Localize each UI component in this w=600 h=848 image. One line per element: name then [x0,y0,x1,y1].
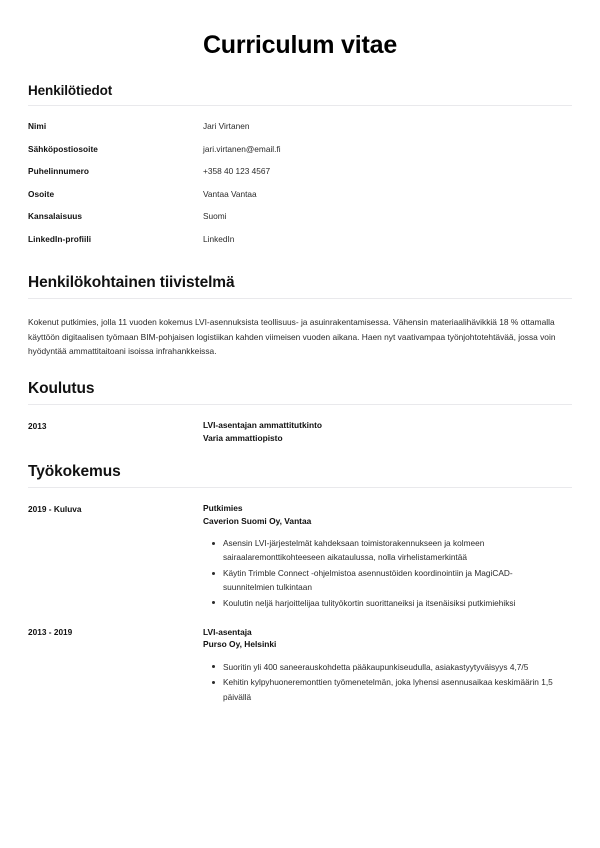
spacer-before-experience [28,444,572,462]
experience-organization: Caverion Suomi Oy, Vantaa [203,515,312,526]
experience-role: Putkimies [203,503,243,514]
detail-label: Kansalaisuus [28,211,83,221]
experience-organization: Purso Oy, Helsinki [203,639,277,650]
spacer-before-education [28,367,572,379]
section-summary [28,273,572,359]
list-item: Kehitin kylpyhuoneremonttien työmenetelmän, joka lyhensi asennusaikaa keskimäärin 1,5 päivällä [223,675,553,703]
detail-value: +358 40 123 4567 [203,166,271,176]
spacer-before-summary [28,255,572,273]
list-item: Käytin Trimble Connect -ohjelmistoa asennustöiden koordinointiin ja MagiCAD-suunnitelmien tulkintaan [223,566,553,594]
list-item: Suoritin yli 400 saneerauskohdetta pääkaupunkiseudulla, asiakastyytyväisyys 4,7/5 [223,660,553,674]
education-entry-body [203,419,572,444]
experience-role: LVI-asentaja [203,626,252,637]
section-divider [28,105,572,106]
detail-value: Vantaa Vantaa [203,188,257,199]
experience-entry [28,626,572,706]
section-divider [28,487,572,488]
section-heading-personal-details: Henkilötiedot [28,83,113,98]
experience-entry-body [203,502,572,612]
table-row [28,188,572,200]
table-row [28,233,572,245]
experience-period: 2013 - 2019 [28,627,73,638]
page-title: Curriculum vitae [202,31,398,59]
detail-label: Osoite [28,188,55,199]
detail-value: Suomi [203,211,227,221]
section-experience [28,462,572,705]
experience-bullet-list [203,660,572,704]
education-degree: LVI-asentajan ammattitutkinto [203,420,322,431]
detail-label: Puhelinnumero [28,166,90,176]
education-period: 2013 [28,420,47,431]
detail-label: Nimi [28,121,47,131]
section-education [28,379,572,444]
detail-value: Jari Virtanen [203,121,250,131]
table-row [28,210,572,222]
table-row [28,120,572,132]
experience-period: 2019 - Kuluva [28,503,82,514]
detail-value-linkedin[interactable]: LinkedIn [203,233,235,244]
list-item: Koulutin neljä harjoittelijaa tulityökortin suorittaneiksi ja itsenäisiksi putkimiehiksi [223,596,553,610]
summary-text: Kokenut putkimies, jolla 11 vuoden kokemus LVI-asennuksista teollisuus- ja asuinrakentamisessa. Vähensin materiaalihävikkiä 18 % ottamalla käyttöön digitaalisen työmaan BIM-pohjaisen logistiikan kahden viimeisen vuoden aikana. Haen nyt vaativampaa työnjohtotehtävää, jossa voin hyödyntää ammattitaitoani isoissa infrahankkeissa. [28,317,556,357]
section-heading-summary: Henkilökohtainen tiivistelmä [28,274,235,291]
section-divider [28,404,572,405]
education-institution: Varia ammattiopisto [203,432,283,443]
detail-label: Sähköpostiosoite [28,143,98,154]
table-row [28,165,572,177]
education-entry [28,419,572,444]
section-heading-experience: Työkokemus [28,463,121,481]
detail-value: jari.virtanen@email.fi [203,143,281,154]
detail-label: LinkedIn-profiili [28,233,92,244]
table-row [28,143,572,155]
experience-entry [28,502,572,612]
list-item: Asensin LVI-järjestelmät kahdeksaan toimistorakennukseen ja kolmeen sairaalaremonttikohteeseen aikataulussa, nolla virhelistamerkintää [223,536,553,564]
experience-bullet-list [203,536,572,610]
section-personal-details [28,82,572,245]
spacer-after-title [28,60,572,82]
section-divider [28,298,572,299]
section-heading-education: Koulutus [28,380,95,398]
experience-entry-body [203,626,572,706]
personal-details-table [28,120,572,245]
